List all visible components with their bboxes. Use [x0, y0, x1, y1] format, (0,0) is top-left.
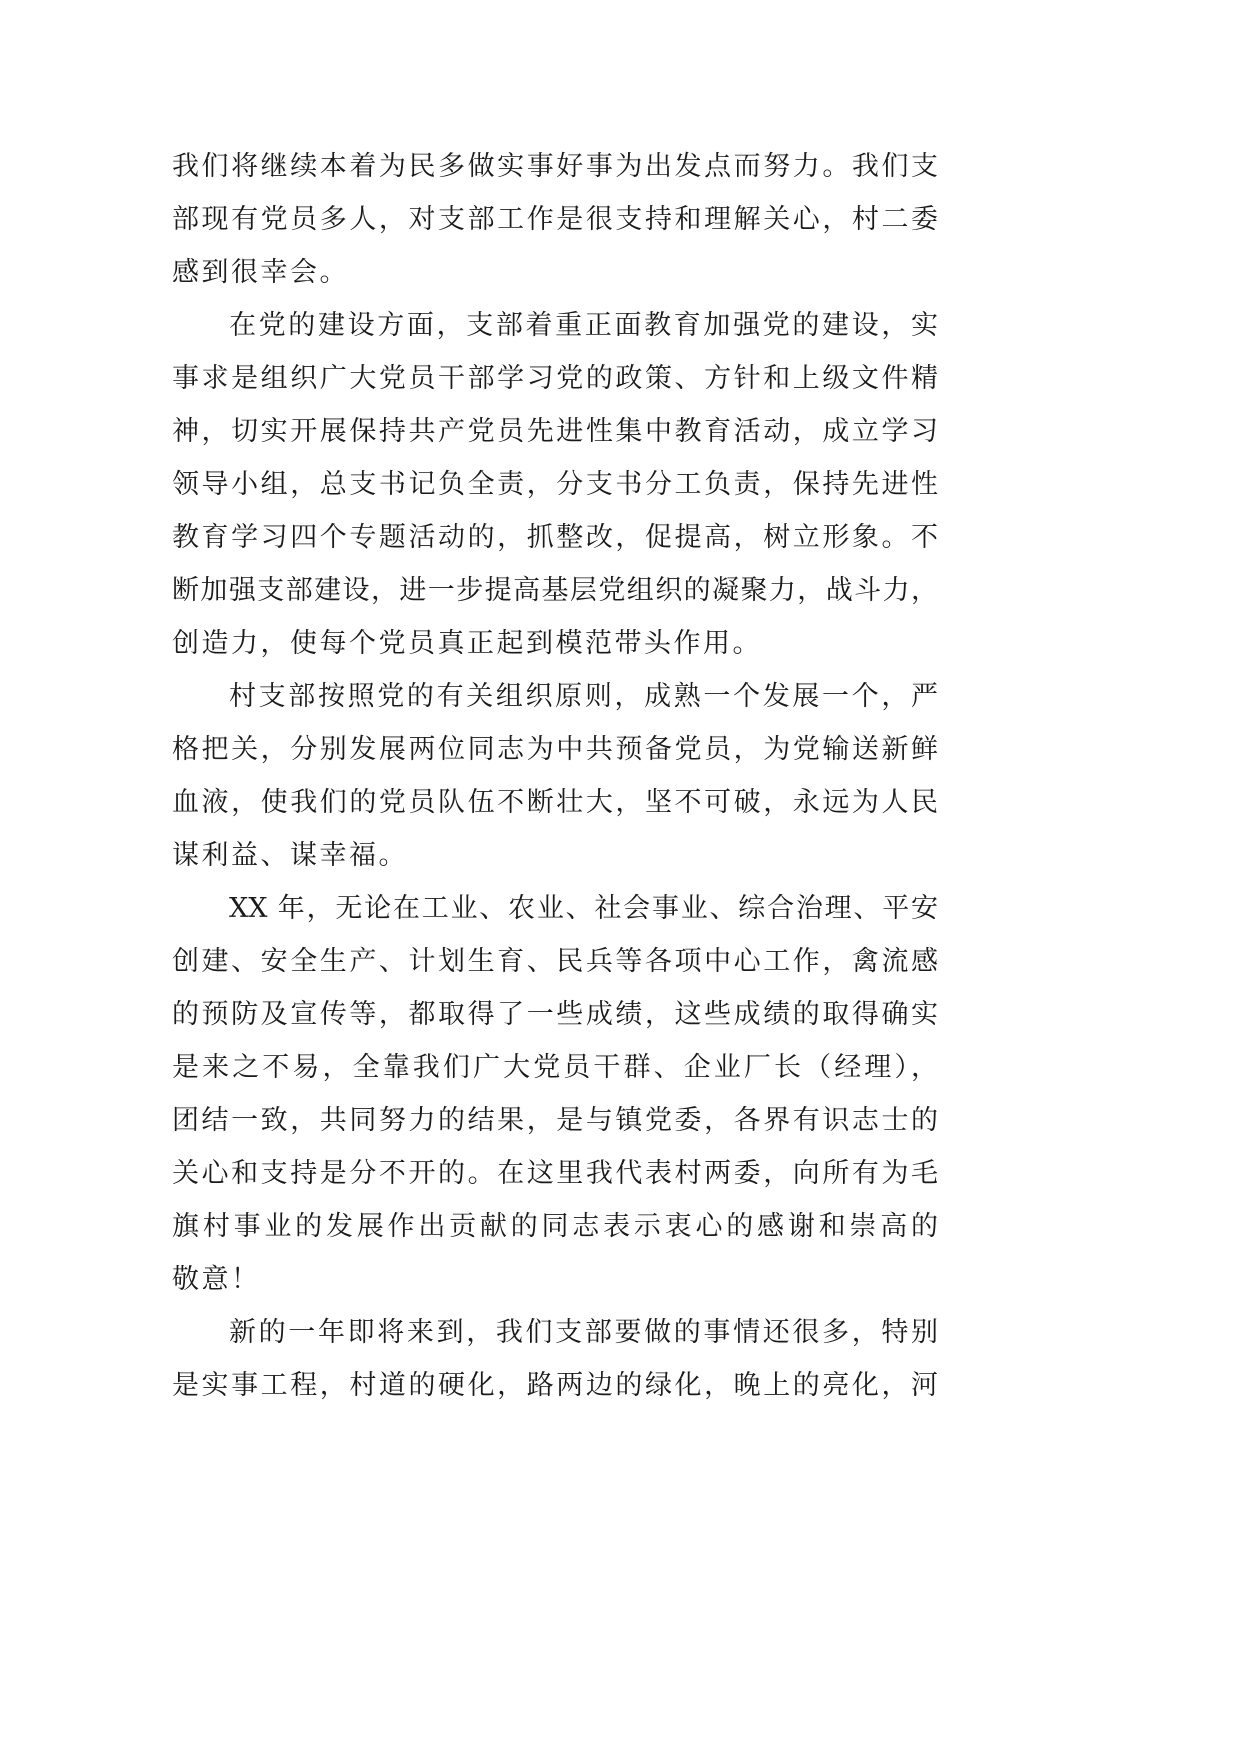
text-line: 旗村事业的发展作出贡献的同志表示衷心的感谢和崇高的	[172, 1211, 938, 1242]
text-line: 敬意！	[172, 1264, 261, 1295]
text-line: 神，切实开展保持共产党员先进性集中教育活动，成立学习	[172, 416, 938, 447]
text-line: 部现有党员多人，对支部工作是很支持和理解关心，村二委	[172, 204, 938, 235]
text-line: 是实事工程，村道的硬化，路两边的绿化，晚上的亮化，河	[172, 1370, 938, 1401]
text-line: 创建、安全生产、计划生育、民兵等各项中心工作，禽流感	[172, 946, 938, 977]
paragraph-5	[172, 1306, 938, 1412]
paragraph-3	[172, 670, 938, 882]
text-line: 新的一年即将来到，我们支部要做的事情还很多，特别	[229, 1317, 938, 1348]
text-line: 是来之不易，全靠我们广大党员干群、企业厂长（经理），	[172, 1052, 938, 1083]
text-line: 村支部按照党的有关组织原则，成熟一个发展一个，严	[229, 681, 938, 712]
text-line: 关心和支持是分不开的。在这里我代表村两委，向所有为毛	[172, 1158, 938, 1189]
text-line: 断加强支部建设，进一步提高基层党组织的凝聚力，战斗力，	[172, 575, 938, 606]
text-line: 领导小组，总支书记负全责，分支书分工负责，保持先进性	[172, 469, 938, 500]
paragraph-4	[172, 882, 938, 1306]
text-line: 在党的建设方面，支部着重正面教育加强党的建设，实	[229, 310, 938, 341]
text-line: 教育学习四个专题活动的，抓整改，促提高，树立形象。不	[172, 522, 938, 553]
text-line: 谋利益、谋幸福。	[172, 840, 408, 871]
text-line: 感到很幸会。	[172, 257, 349, 288]
text-line: 血液，使我们的党员队伍不断壮大，坚不可破，永远为人民	[172, 787, 938, 818]
text-line: XX 年，无论在工业、农业、社会事业、综合治理、平安	[229, 893, 938, 924]
text-line: 格把关，分别发展两位同志为中共预备党员，为党输送新鲜	[172, 734, 938, 765]
text-line: 事求是组织广大党员干部学习党的政策、方针和上级文件精	[172, 363, 938, 394]
document-body	[172, 140, 938, 1412]
paragraph-2	[172, 299, 938, 670]
text-line: 的预防及宣传等，都取得了一些成绩，这些成绩的取得确实	[172, 999, 938, 1030]
text-line: 创造力，使每个党员真正起到模范带头作用。	[172, 628, 762, 659]
paragraph-1	[172, 140, 938, 299]
text-line: 我们将继续本着为民多做实事好事为出发点而努力。我们支	[172, 151, 938, 182]
text-line: 团结一致，共同努力的结果，是与镇党委，各界有识志士的	[172, 1105, 938, 1136]
